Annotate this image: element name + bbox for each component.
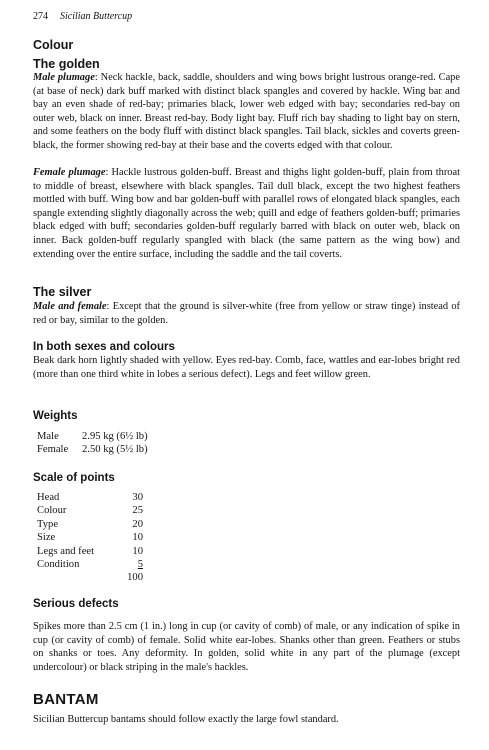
- running-head: [33, 11, 132, 22]
- page-number: 274: [33, 11, 48, 22]
- both-sexes-paragraph: Beak dark horn lightly shaded with yellow. Eyes red-bay. Comb, face, wattles and ear-lobes bright red (more than one third white in lobes a serious defect). Legs and feet willow green.: [33, 355, 460, 380]
- points-label: Head: [37, 492, 60, 503]
- scale-of-points-table: [37, 491, 143, 585]
- bantam-paragraph: Sicilian Buttercup bantams should follow exactly the large fowl standard.: [33, 714, 339, 725]
- points-row: [37, 545, 143, 558]
- points-total-row: [37, 571, 143, 584]
- heading-serious-defects: Serious defects: [33, 598, 119, 610]
- points-row: [37, 518, 143, 531]
- points-label: Size: [37, 532, 56, 544]
- points-label: Condition: [37, 559, 80, 571]
- points-row: [37, 558, 143, 571]
- weight-value: 2.95 kg (6½ lb): [82, 431, 148, 442]
- male-and-female-label: Male and female: [33, 301, 107, 312]
- points-value: 25: [132, 505, 143, 517]
- points-label: Type: [37, 518, 59, 530]
- weights-table: [37, 430, 148, 457]
- heading-colour: Colour: [33, 38, 74, 52]
- points-value: 10: [132, 545, 143, 557]
- points-value: 20: [132, 518, 143, 530]
- serious-defects-paragraph: Spikes more than 2.5 cm (1 in.) long in cup (or cavity of comb) of male, or any indication of spike in cup (or cavity of comb) of female. Solid white ear-lobes. Shanks other than green. Feathers or stubs on shanks or toes. Any deformity. In golden, solid white in any part of the plumage (except undercolour) or black striping in the male's hackles.: [33, 621, 460, 673]
- weight-value: 2.50 kg (5½ lb): [82, 444, 148, 456]
- heading-bantam: BANTAM: [33, 691, 99, 708]
- heading-silver: The silver: [33, 285, 92, 299]
- golden-male-paragraph: [33, 71, 460, 153]
- heading-weights: Weights: [33, 410, 78, 422]
- heading-both-sexes: In both sexes and colours: [33, 341, 175, 353]
- weight-label: Male: [37, 431, 59, 442]
- running-title: Sicilian Buttercup: [60, 11, 133, 22]
- points-value: 30: [132, 492, 143, 503]
- female-plumage-text: : Hackle lustrous golden-buff. Breast and thighs light golden-buff, plain from throat to middle of breast, elsewhere with black spangles. Tail dull black, except the two highest feathers mottled with buff. Wing bow and bar golden-buff with parallel rows of elongated black spangles, each spangle extending slightly diagonally across the web; quill and edge of feathers golden-buff; primaries black edged with buff; secondaries golden-buff regularly barred with black on outer web, black on inner. Back golden-buff regularly spangled with black (the same pattern as the wing bow) and extending over the entire surface, including the saddle and the tail coverts.: [33, 167, 460, 260]
- weight-label: Female: [37, 444, 69, 456]
- male-plumage-text: : Neck hackle, back, saddle, shoulders and wing bows bright lustrous orange-red. Cape (at base of neck) dark buff marked with distinct black spangles and covered by hackle. Wing bar and bay an even shade of red-bay; primaries black, lower web edged with bay; secondaries red-bay on outer web, black on inner. Breast red-bay. Body light bay. Fluff rich bay shading to light bay on stern, and some feathers on the body fluff with distinct black spangles. Tail black, sickles and coverts green-black, the former showing red-bay at their base and the coverts edged with that colour.: [33, 72, 460, 151]
- points-row: [37, 504, 143, 517]
- points-row: [37, 531, 143, 544]
- points-label: Legs and feet: [37, 545, 95, 557]
- male-plumage-label: Male plumage: [33, 72, 95, 83]
- points-value: 5: [137, 559, 143, 571]
- points-total-value: 100: [127, 572, 143, 584]
- golden-female-paragraph: [33, 166, 460, 261]
- points-value: 10: [132, 532, 143, 544]
- silver-paragraph: [33, 300, 460, 327]
- silver-text: : Except that the ground is silver-white (free from yellow or straw tinge) instead of red or bay, similar to the golden.: [33, 301, 461, 326]
- points-row: [37, 491, 143, 504]
- heading-scale-of-points: Scale of points: [33, 472, 115, 484]
- points-label: Colour: [37, 505, 67, 517]
- heading-golden: The golden: [33, 57, 100, 71]
- weight-row: [37, 443, 148, 456]
- female-plumage-label: Female plumage: [33, 167, 106, 178]
- weight-row: [37, 430, 148, 443]
- points-total-label: [37, 571, 119, 584]
